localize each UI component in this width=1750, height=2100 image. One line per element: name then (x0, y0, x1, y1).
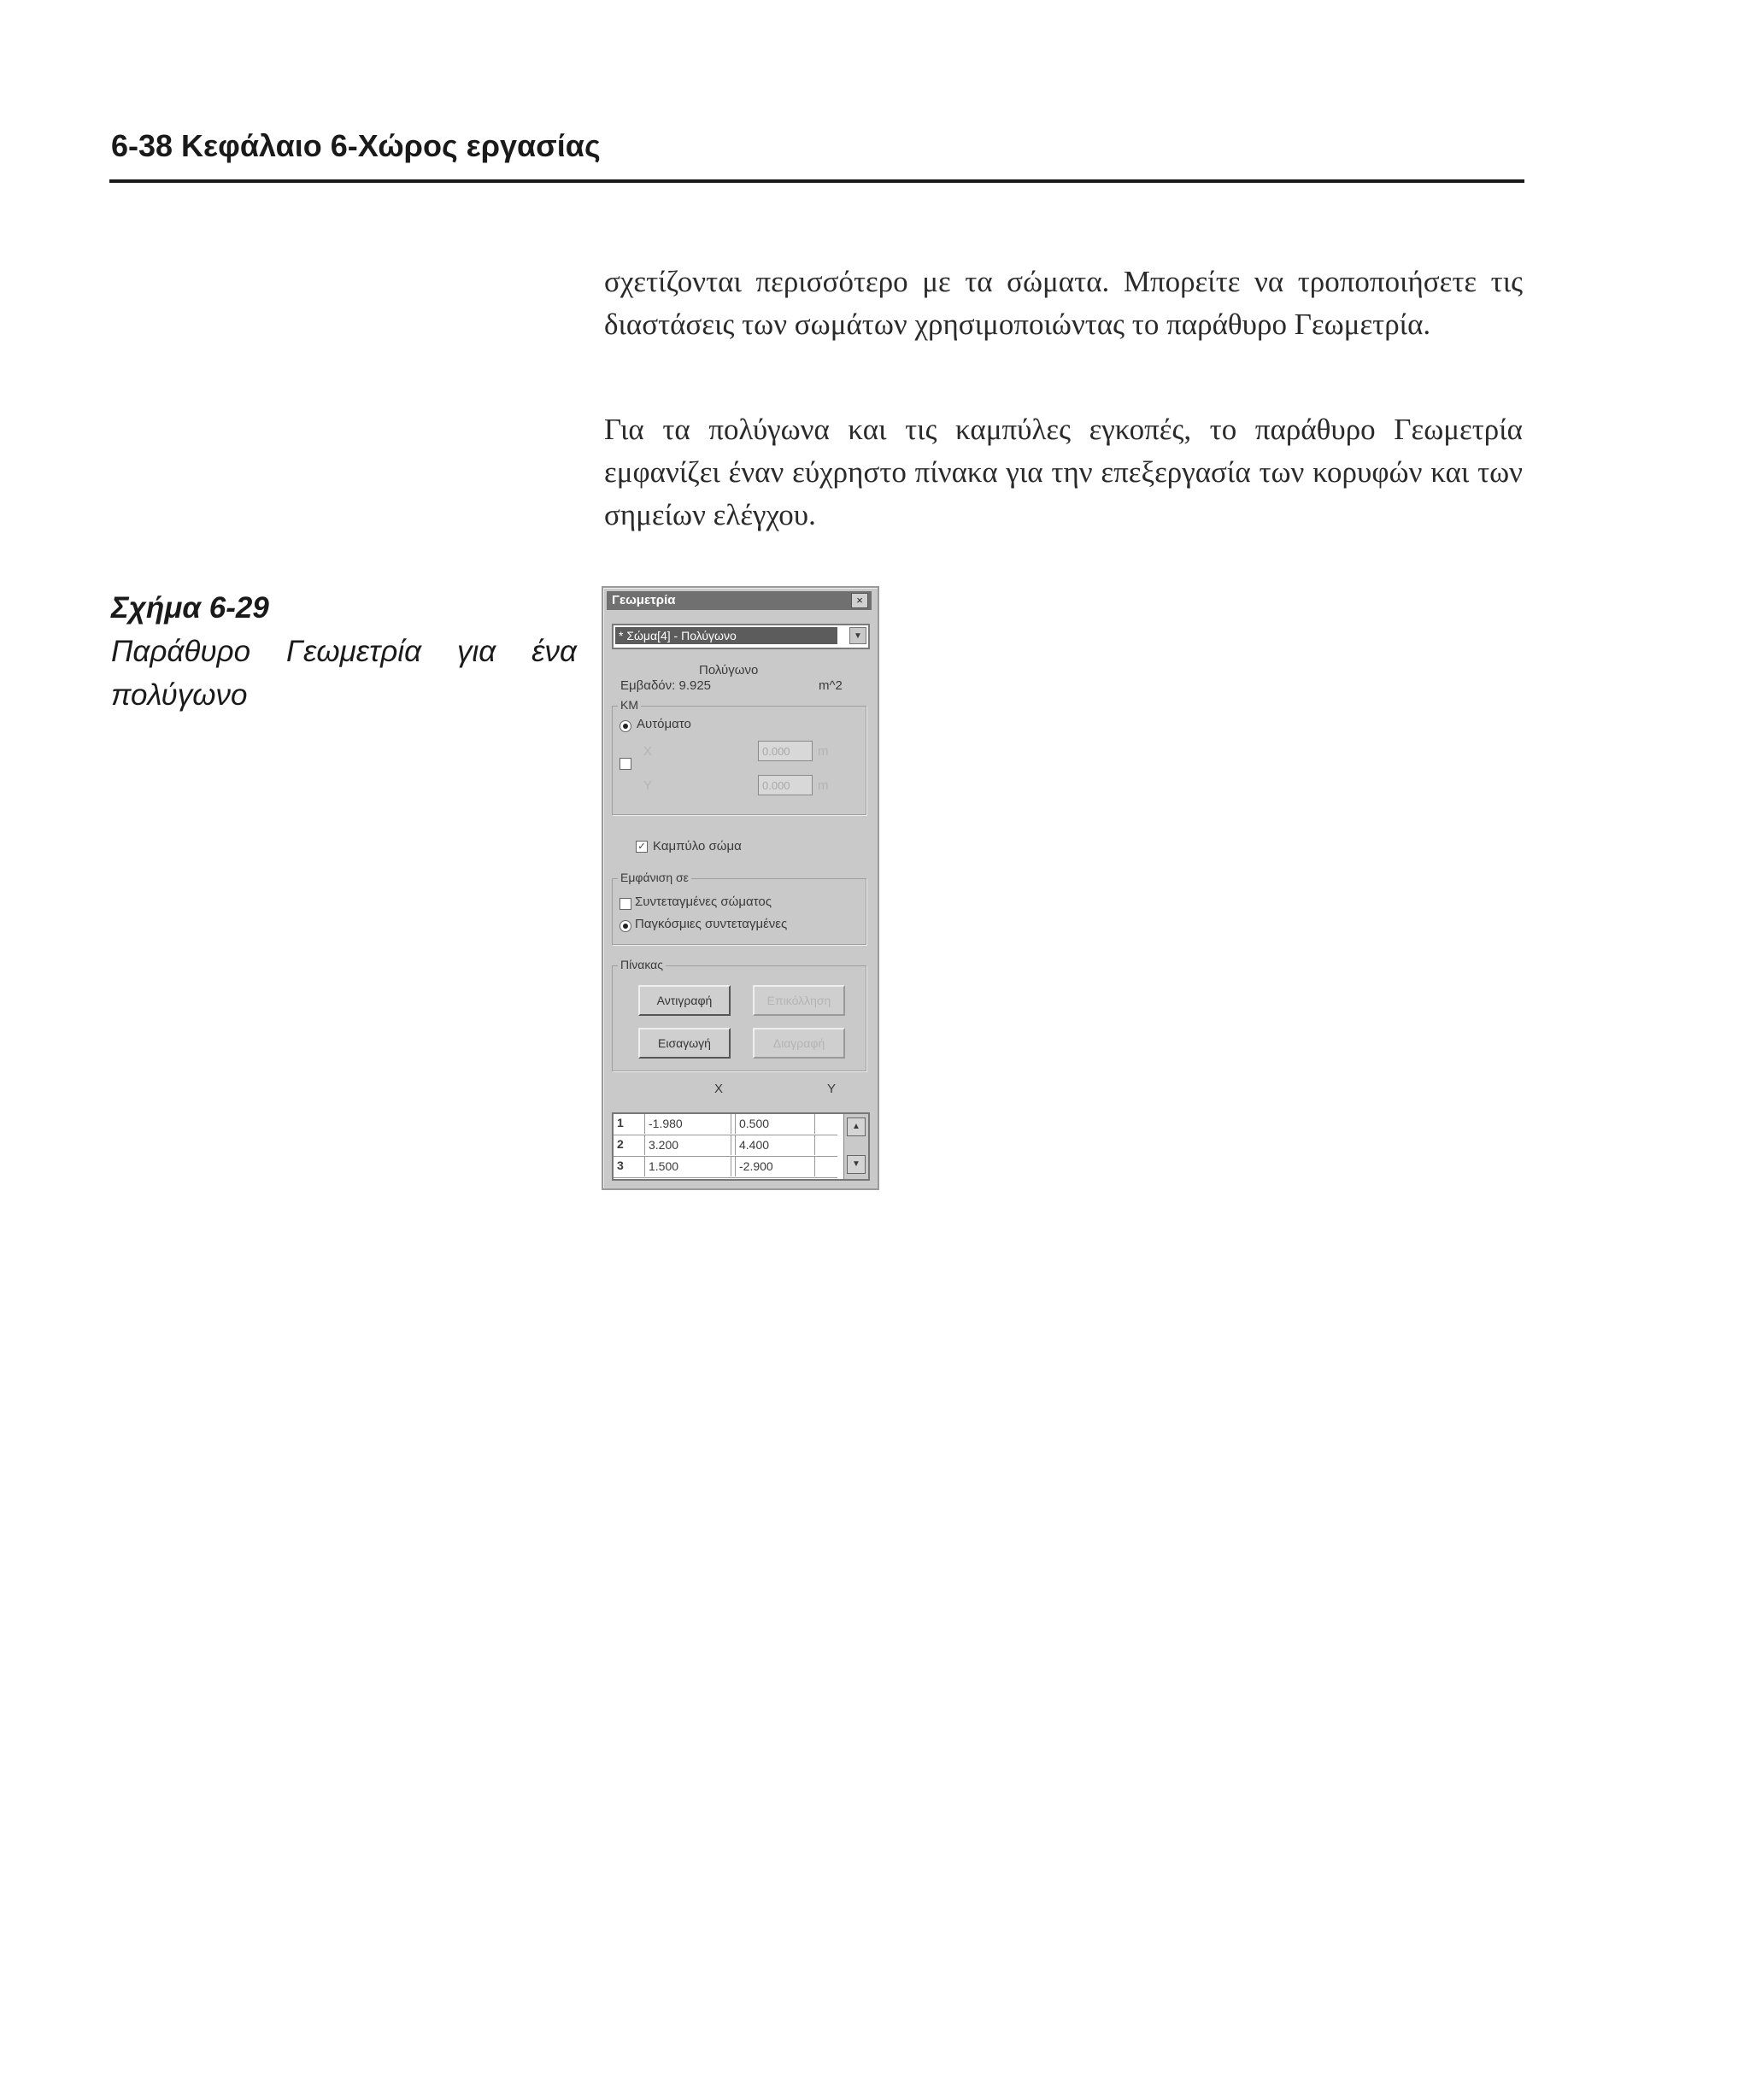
object-select-value: * Σώμα[4] - Πολύγωνο (615, 627, 837, 644)
table-row[interactable] (614, 1135, 837, 1157)
y-cell[interactable]: -2.900 (735, 1157, 815, 1176)
world-coords-radio[interactable] (620, 920, 631, 932)
copy-button[interactable]: Αντιγραφή (638, 985, 731, 1016)
vertex-grid[interactable] (612, 1112, 870, 1181)
cm-y-field[interactable]: 0.000 (758, 775, 813, 795)
cm-group (612, 698, 866, 815)
display-group (612, 871, 866, 945)
row-number: 3 (617, 1159, 624, 1172)
header-rule (109, 179, 1524, 183)
grid-scrollbar[interactable] (843, 1114, 868, 1179)
object-type-label: Πολύγωνο (699, 663, 759, 678)
figure-caption (111, 586, 577, 717)
display-group-title: Εμφάνιση σε (618, 871, 691, 884)
body-paragraph-2 (604, 408, 1523, 537)
y-cell[interactable]: 0.500 (735, 1114, 815, 1134)
object-select[interactable] (612, 624, 870, 649)
column-x-header: X (714, 1082, 724, 1096)
row-number: 2 (617, 1137, 624, 1151)
world-coords-label: Παγκόσμιες συντεταγμένες (635, 917, 788, 931)
delete-button[interactable]: Διαγραφή (753, 1028, 845, 1059)
paragraph-text: σχετίζονται περισσότερο με τα σώματα. Μπορείτε να τροποποιήσετε τις διαστάσεις των σωμάτων χρησιμοποιώντας το παράθυρο Γεωμετρία. (604, 265, 1523, 341)
body-coords-label: Συντεταγμένες σώματος (635, 895, 772, 909)
manual-checkbox[interactable] (620, 758, 631, 770)
window-titlebar[interactable] (607, 591, 872, 610)
cm-x-unit: m (818, 744, 829, 759)
cm-y-unit: m (818, 778, 829, 793)
insert-button[interactable]: Εισαγωγή (638, 1028, 731, 1059)
cm-y-label: Υ (643, 778, 653, 793)
column-y-header: Y (827, 1082, 837, 1096)
table-group (612, 958, 866, 1071)
table-group-title: Πίνακας (618, 958, 666, 971)
paragraph-text: Για τα πολύγωνα και τις καμπύλες εγκοπές, το παράθυρο Γεωμετρία εμφανίζει έναν εύχρηστο πίνακα για την επεξεργασία των κορυφών και των σημείων ελέγχου. (604, 413, 1523, 531)
running-head: 6-38 Κεφάλαιο 6-Χώρος εργασίας (111, 128, 601, 163)
x-cell[interactable]: 1.500 (644, 1157, 731, 1176)
figure-number: Σχήμα 6-29 (111, 591, 269, 625)
area-label: Εμβαδόν: 9.925 (620, 678, 712, 693)
body-coords-radio[interactable] (620, 898, 631, 910)
paste-button[interactable]: Επικόλληση (753, 985, 845, 1016)
cm-x-label: Χ (643, 744, 653, 759)
auto-radio[interactable] (620, 720, 631, 732)
scroll-up-icon[interactable]: ▲ (847, 1117, 866, 1136)
geometry-window (602, 586, 879, 1190)
cm-x-field[interactable]: 0.000 (758, 741, 813, 761)
y-cell[interactable]: 4.400 (735, 1135, 815, 1155)
chevron-down-icon[interactable]: ▼ (849, 627, 866, 644)
x-cell[interactable]: 3.200 (644, 1135, 731, 1155)
body-paragraph-1 (604, 261, 1523, 346)
x-cell[interactable]: -1.980 (644, 1114, 731, 1134)
area-unit: m^2 (819, 678, 843, 693)
scroll-down-icon[interactable]: ▼ (847, 1155, 866, 1174)
figure-caption-text: Παράθυρο Γεωμετρία για ένα πολύγωνο (111, 635, 577, 712)
table-row[interactable] (614, 1114, 837, 1135)
curved-body-label: Καμπύλο σώμα (653, 839, 742, 853)
curved-body-checkbox[interactable]: ✓ (636, 841, 648, 853)
table-row[interactable] (614, 1157, 837, 1178)
close-icon[interactable]: × (851, 593, 868, 608)
auto-label: Αυτόματο (637, 717, 691, 731)
cm-group-title: ΚΜ (618, 698, 641, 712)
window-title: Γεωμετρία (612, 593, 676, 607)
row-number: 1 (617, 1116, 624, 1129)
